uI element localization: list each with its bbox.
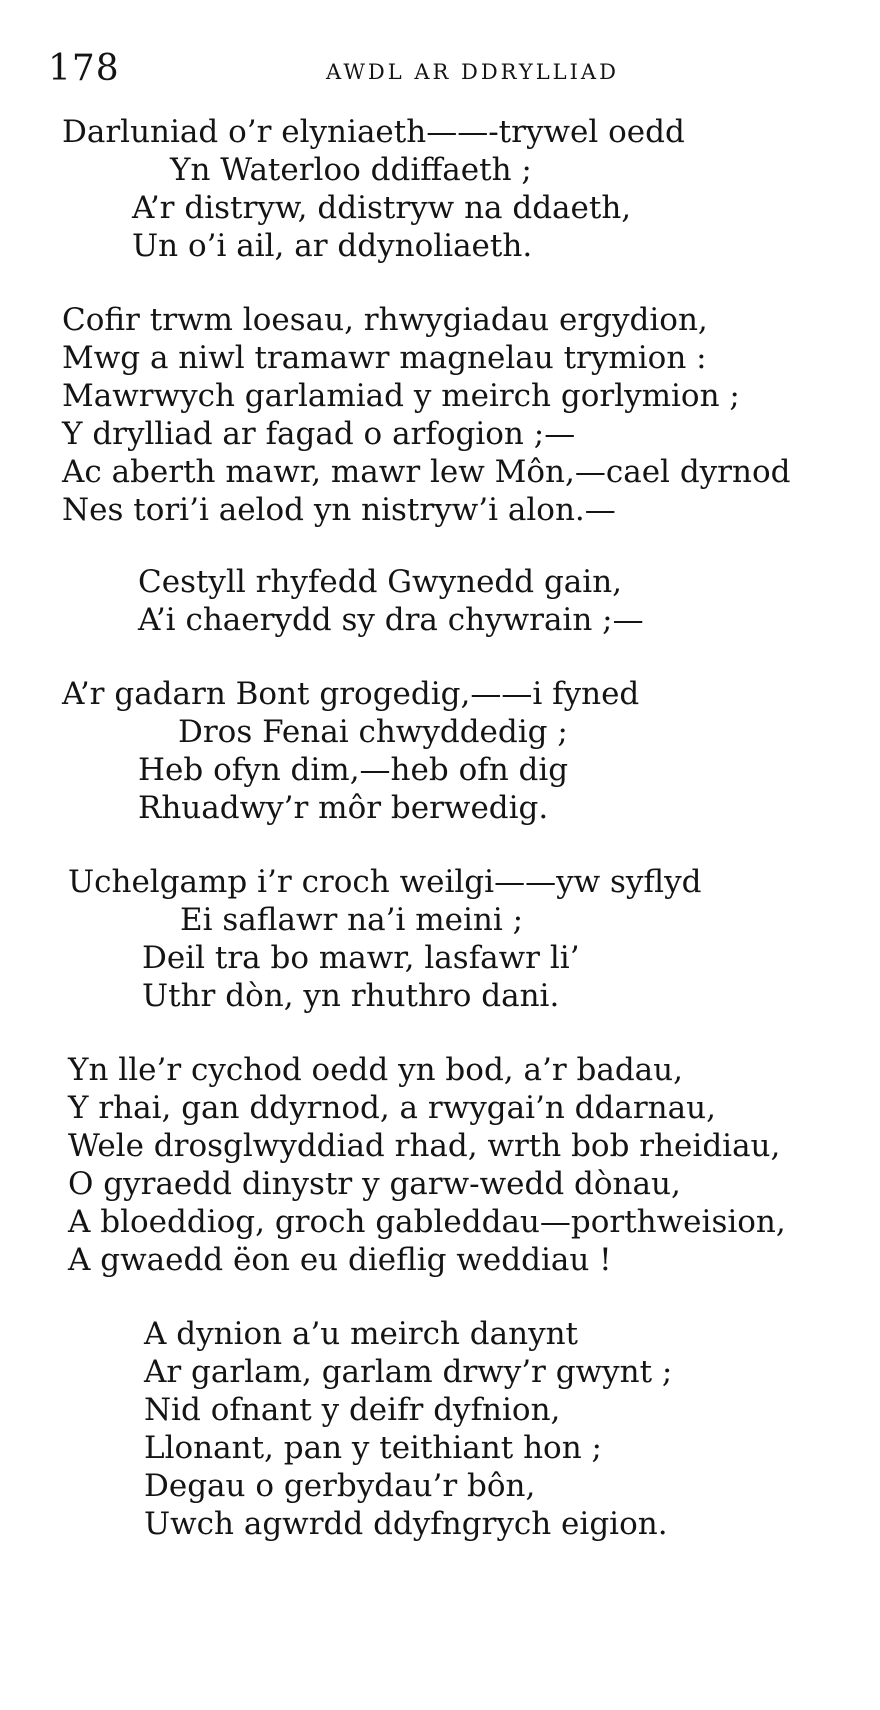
poem-line: Degau o gerbydau’r bôn, — [144, 1468, 536, 1504]
poem-line: O gyraedd dinystr y garw-wedd dònau, — [68, 1166, 681, 1202]
poem-line: Rhuadwy’r môr berwedig. — [138, 790, 549, 826]
poem-line: Nid ofnant y deifr dyfnion, — [144, 1392, 561, 1428]
poem-line: A dynion a’u meirch danynt — [144, 1316, 578, 1352]
poem-line: Llonant, pan y teithiant hon ; — [144, 1430, 602, 1466]
poem-line: Yn Waterloo ddiffaeth ; — [170, 152, 532, 188]
poem-line: Uchelgamp i’r croch weilgi——yw syflyd — [68, 864, 702, 900]
poem-line: Mwg a niwl tramawr magnelau trymion : — [62, 340, 707, 376]
poem-line: Deil tra bo mawr, lasfawr li’ — [142, 940, 580, 976]
poem-line: Darluniad o’r elyniaeth——-trywel oedd — [62, 114, 685, 150]
poem-line: Nes tori’i aelod yn nistryw’i alon.— — [62, 492, 616, 528]
poem-line: Yn lle’r cychod oedd yn bod, a’r badau, — [68, 1052, 683, 1088]
page-header — [48, 48, 848, 98]
poem-line: Uwch agwrdd ddyfngrych eigion. — [144, 1506, 668, 1542]
poem-line: Ac aberth mawr, mawr lew Môn,—cael dyrnod — [62, 454, 791, 490]
poem-line: Cofir trwm loesau, rhwygiadau ergydion, — [62, 302, 708, 338]
poem-line: A’r gadarn Bont grogedig,——i fyned — [62, 676, 640, 712]
poem-line: Mawrwych garlamiad y meirch gorlymion ; — [62, 378, 740, 414]
poem-line: Uthr dòn, yn rhuthro dani. — [142, 978, 560, 1014]
poem-line: Cestyll rhyfedd Gwynedd gain, — [138, 564, 623, 600]
poem-line: Y drylliad ar fagad o arfogion ;— — [62, 416, 576, 452]
poem-line: Wele drosglwyddiad rhad, wrth bob rheidiau, — [68, 1128, 781, 1164]
poem-line: A gwaedd ëon eu dieflig weddiau ! — [68, 1242, 612, 1278]
poem-line: Un o’i ail, ar ddynoliaeth. — [132, 228, 533, 264]
poem-line: A bloeddiog, groch gableddau—porthweision, — [68, 1204, 786, 1240]
poem-line: Heb ofyn dim,—heb ofn dig — [138, 752, 569, 788]
poem-line: Y rhai, gan ddyrnod, a rwygai’n ddarnau, — [68, 1090, 716, 1126]
poem-line: Dros Fenai chwyddedig ; — [178, 714, 568, 750]
running-head: AWDL AR DDRYLLIAD — [326, 60, 619, 84]
poem-line: A’r distryw, ddistryw na ddaeth, — [132, 190, 632, 226]
poem-line: A’i chaerydd sy dra chywrain ;— — [138, 602, 644, 638]
poem-line: Ei saflawr na’i meini ; — [180, 902, 524, 938]
page-number: 178 — [48, 48, 120, 89]
poem-line: Ar garlam, garlam drwy’r gwynt ; — [144, 1354, 673, 1390]
